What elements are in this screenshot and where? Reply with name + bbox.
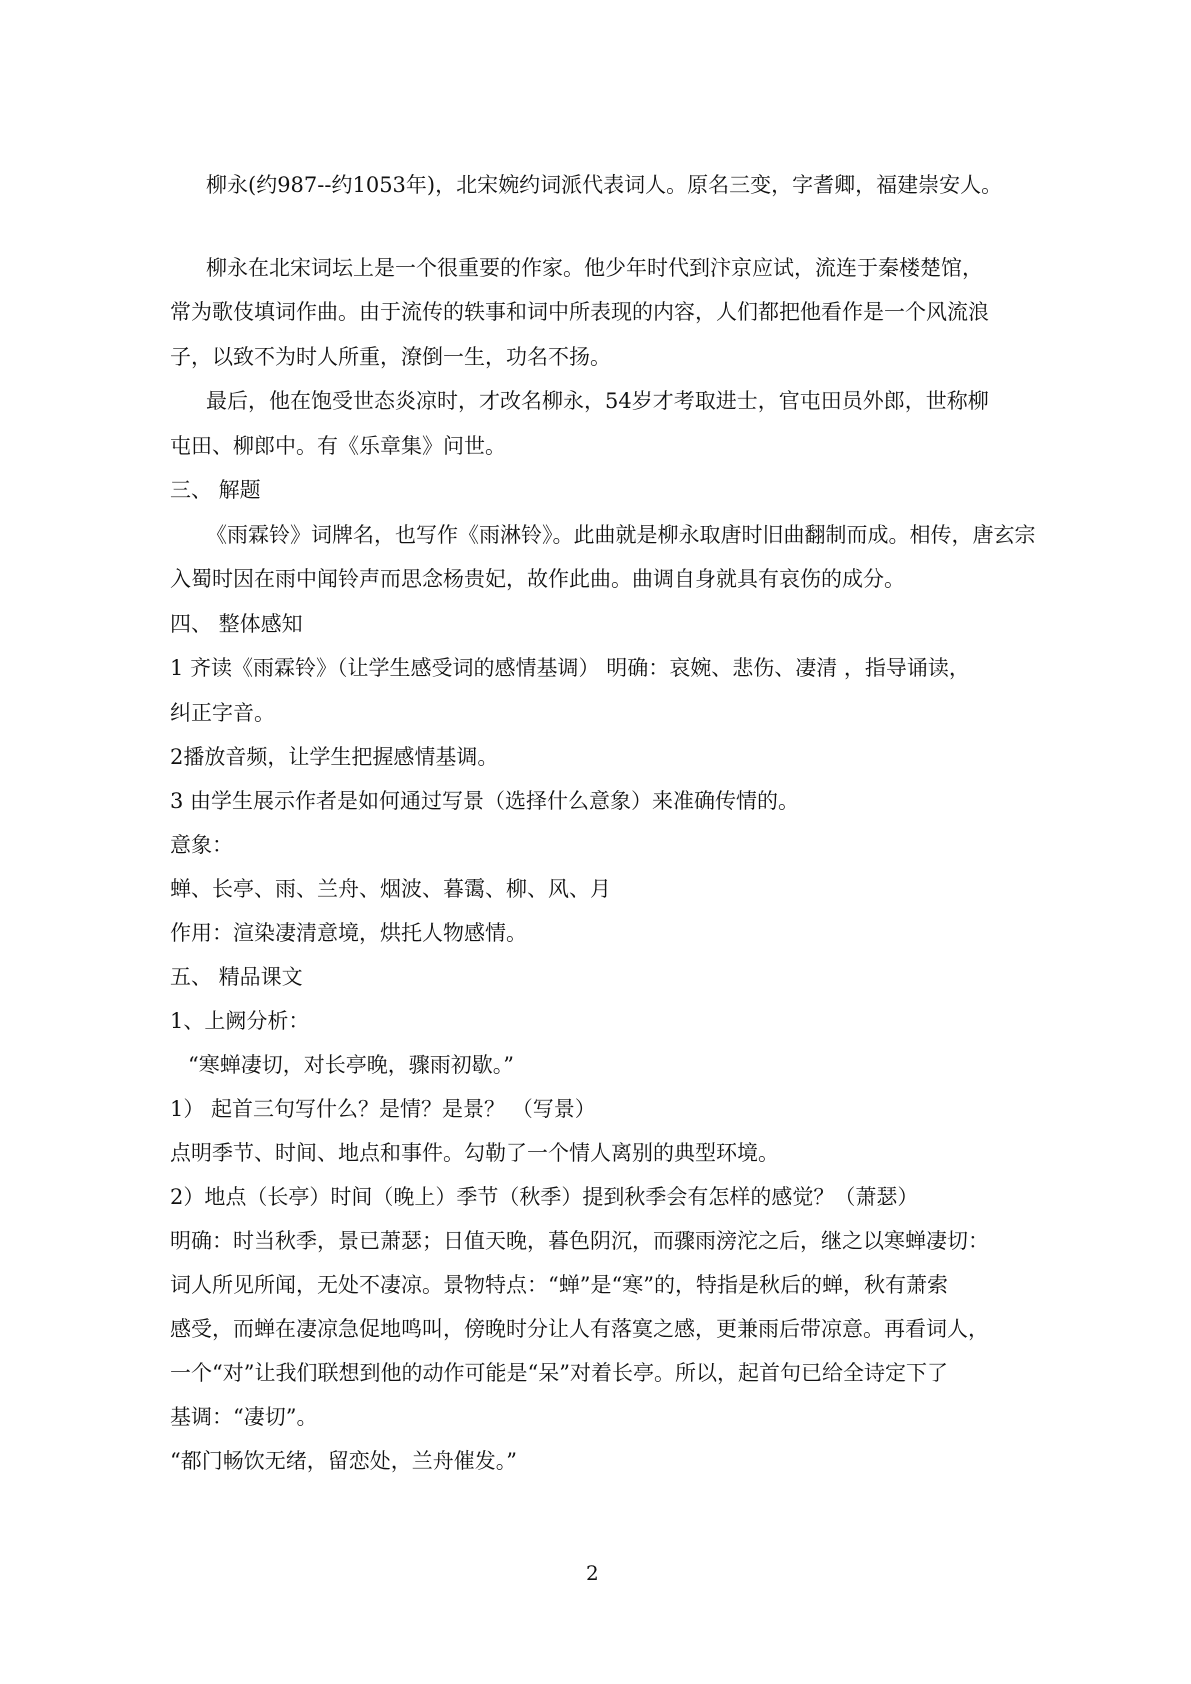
text-line: 1） 起首三句写什么？是情？是景？ （写景） [170,1097,596,1121]
text-line: 意象： [170,833,233,857]
text-line: 子，以致不为时人所重，潦倒一生，功名不扬。 [170,345,611,369]
text-line: 词人所见所闻，无处不凄凉。景物特点：“蝉”是“寒”的，特指是秋后的蝉，秋有萧索 [170,1273,948,1297]
text-line: 1 齐读《雨霖铃》（让学生感受词的感情基调） 明确：哀婉、悲伤、凄清 ，指导诵读， [170,656,970,680]
text-line: 1、上阙分析： [170,1009,310,1033]
section-heading: 四、 整体感知 [170,612,303,636]
text-line: “都门畅饮无绪，留恋处，兰舟催发。” [170,1449,517,1473]
text-line: 2）地点（长亭）时间（晚上）季节（秋季）提到秋季会有怎样的感觉？（萧瑟） [170,1185,919,1209]
text-line: 明确：时当秋季，景已萧瑟；日值天晚，暮色阴沉，而骤雨滂沱之后，继之以寒蝉凄切： [170,1229,989,1253]
text-line: 点明季节、时间、地点和事件。勾勒了一个情人离别的典型环境。 [170,1141,779,1165]
text-line: 2播放音频，让学生把握感情基调。 [170,745,499,769]
page-number: 2 [586,1561,599,1585]
text-line: 一个“对”让我们联想到他的动作可能是“呆”对着长亭。所以，起首句已给全诗定下了 [170,1361,948,1385]
text-line: 蝉、长亭、雨、兰舟、烟波、暮霭、柳、风、月 [170,877,611,901]
text-line: 最后，他在饱受世态炎凉时，才改名柳永，54岁才考取进士，官屯田员外郎，世称柳 [206,389,989,413]
text-line: 作用：渲染凄清意境，烘托人物感情。 [170,921,527,945]
text-line: 柳永(约987--约1053年)，北宋婉约词派代表词人。原名三变，字耆卿，福建崇安人。 [206,173,1003,197]
section-heading: 五、 精品课文 [170,965,303,989]
text-line: 纠正字音。 [170,701,275,725]
text-line: 入蜀时因在雨中闻铃声而思念杨贵妃，故作此曲。曲调自身就具有哀伤的成分。 [170,567,905,591]
text-line: 感受，而蝉在凄凉急促地鸣叫，傍晚时分让人有落寞之感，更兼雨后带凉意。再看词人， [170,1317,989,1341]
text-line: 柳永在北宋词坛上是一个很重要的作家。他少年时代到汴京应试，流连于秦楼楚馆， [206,256,983,280]
section-heading: 三、 解题 [170,478,261,502]
text-line: 3 由学生展示作者是如何通过写景（选择什么意象）来准确传情的。 [170,789,800,813]
text-line: “寒蝉凄切，对长亭晚，骤雨初歇。” [188,1053,514,1077]
text-line: 基调：“凄切”。 [170,1405,318,1429]
text-line: 《雨霖铃》词牌名，也写作《雨淋铃》。此曲就是柳永取唐时旧曲翻制而成。相传，唐玄宗 [206,523,1036,547]
text-line: 常为歌伎填词作曲。由于流传的轶事和词中所表现的内容，人们都把他看作是一个风流浪 [170,300,989,324]
text-line: 屯田、柳郎中。有《乐章集》问世。 [170,434,506,458]
